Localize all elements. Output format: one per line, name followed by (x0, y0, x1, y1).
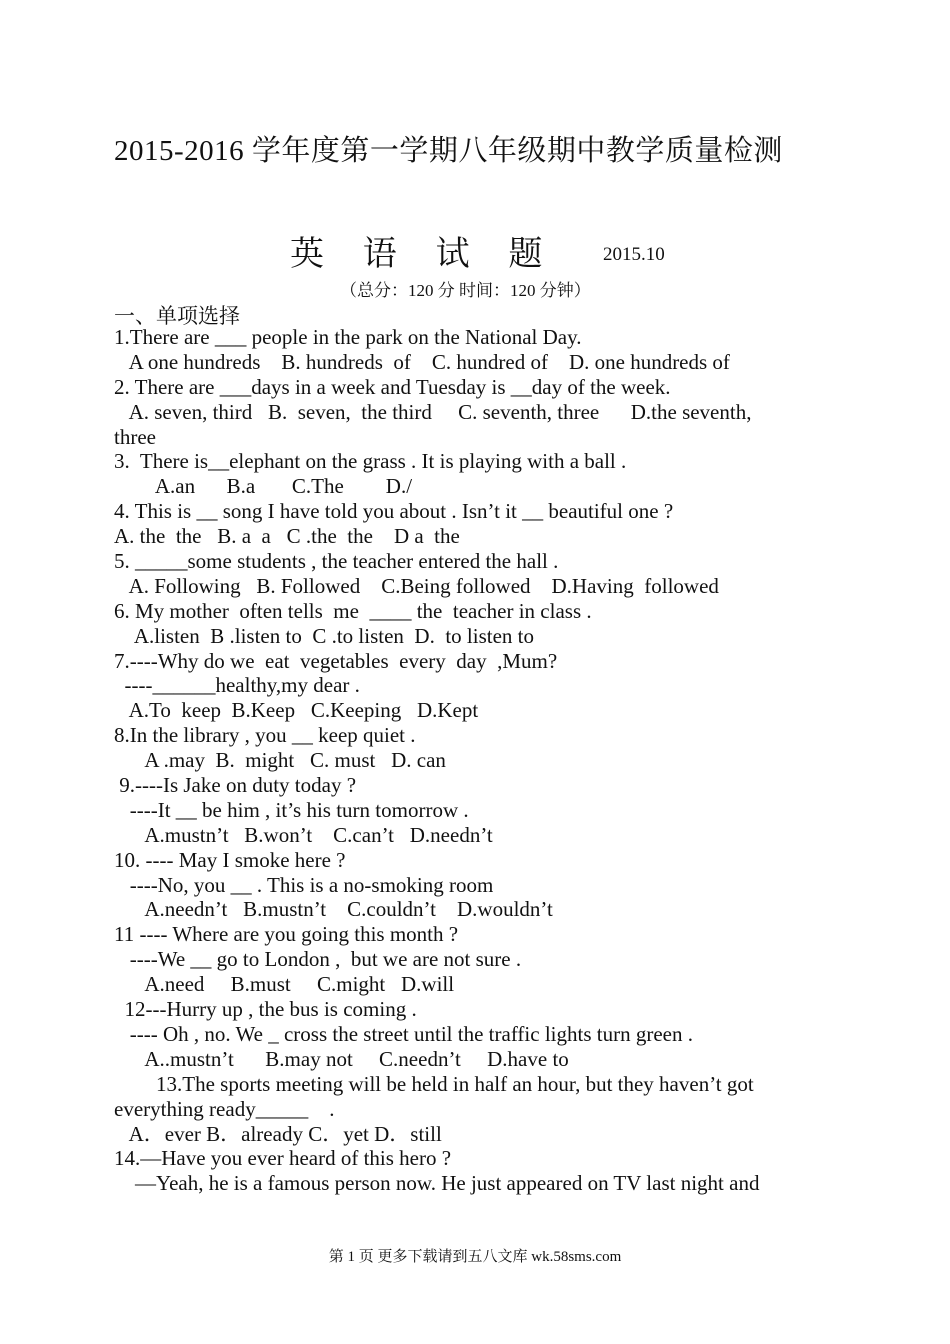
question-line: 3. There is__elephant on the grass . It is playing with a ball . (114, 449, 627, 474)
question-line: A..mustn’t B.may not C.needn’t D.have to (114, 1046, 569, 1071)
question-line: A. the the B. a a C .the the D a the (114, 524, 460, 549)
question-line: 14.—Have you ever heard of this hero ? (114, 1146, 452, 1171)
question-line: 4. This is __ song I have told you about . Isn’t it __ beautiful one ? (114, 499, 674, 524)
question-line: 9.----Is Jake on duty today ? (114, 773, 357, 798)
question-line: 5. _____some students , the teacher entered the hall . (114, 549, 559, 574)
section-title: 一、单项选择 (114, 304, 240, 328)
question-line: A one hundreds B. hundreds of C. hundred of D. one hundreds of (114, 349, 730, 374)
question-line: ----It __ be him , it’s his turn tomorrow . (114, 797, 469, 822)
question-line: ----No, you __ . This is a no-smoking room (114, 872, 494, 897)
question-line: A.mustn’t B.won’t C.can’t D.needn’t (114, 822, 493, 847)
question-list (114, 325, 814, 1196)
question-line: A.an B.a C.The D./ (114, 474, 413, 499)
question-line: 6. My mother often tells me ____ the teacher in class . (114, 598, 592, 623)
question-line: A.To keep B.Keep C.Keeping D.Kept (114, 698, 479, 723)
question-line: ----We __ go to London , but we are not sure . (114, 947, 522, 972)
question-line: 11 ---- Where are you going this month ? (114, 922, 459, 947)
question-line: 1.There are ___ people in the park on the National Day. (114, 325, 582, 349)
question-line: 7.----Why do we eat vegetables every day ,Mum? (114, 648, 558, 673)
question-line: A. Following B. Followed C.Being followed D.Having followed (114, 573, 719, 598)
question-line: —Yeah, he is a famous person now. He just appeared on TV last night and (114, 1171, 760, 1196)
question-line: A.needn’t B.mustn’t C.couldn’t D.wouldn’t (114, 897, 553, 922)
question-line: ---- Oh , no. We _ cross the street until the traffic lights turn green . (114, 1021, 693, 1046)
question-line: 12---Hurry up , the bus is coming . (114, 997, 417, 1022)
question-line: 8.In the library , you __ keep quiet . (114, 723, 416, 748)
exam-date: 2015.10 (603, 244, 665, 265)
question-line: three (114, 424, 156, 449)
question-line: A.need B.must C.might D.will (114, 972, 455, 997)
question-line: everything ready_____ . (114, 1096, 335, 1121)
question-line: 2. There are ___days in a week and Tuesday is __day of the week. (114, 374, 671, 399)
document-title: 2015-2016 学年度第一学期八年级期中教学质量检测 (114, 135, 783, 167)
question-line: ----______healthy,my dear . (114, 673, 360, 698)
question-line: 10. ---- May I smoke here ? (114, 847, 346, 872)
score-time-info: （总分：120 分 时间：120 分钟） (340, 281, 591, 300)
page-footer: 第 1 页 更多下载请到五八文库 wk.58sms.com (328, 1249, 622, 1265)
question-line: A.listen B .listen to C .to listen D. to listen to (114, 623, 535, 648)
question-line: A．ever B．already C．yet D．still (114, 1121, 442, 1146)
question-line: 13.The sports meeting will be held in half an hour, but they haven’t got (114, 1071, 754, 1096)
question-line: A. seven, third B. seven, the third C. seventh, three D.the seventh, (114, 399, 752, 424)
subject-title: 英 语 试 题 (290, 234, 557, 274)
question-line: A .may B. might C. must D. can (114, 748, 446, 773)
